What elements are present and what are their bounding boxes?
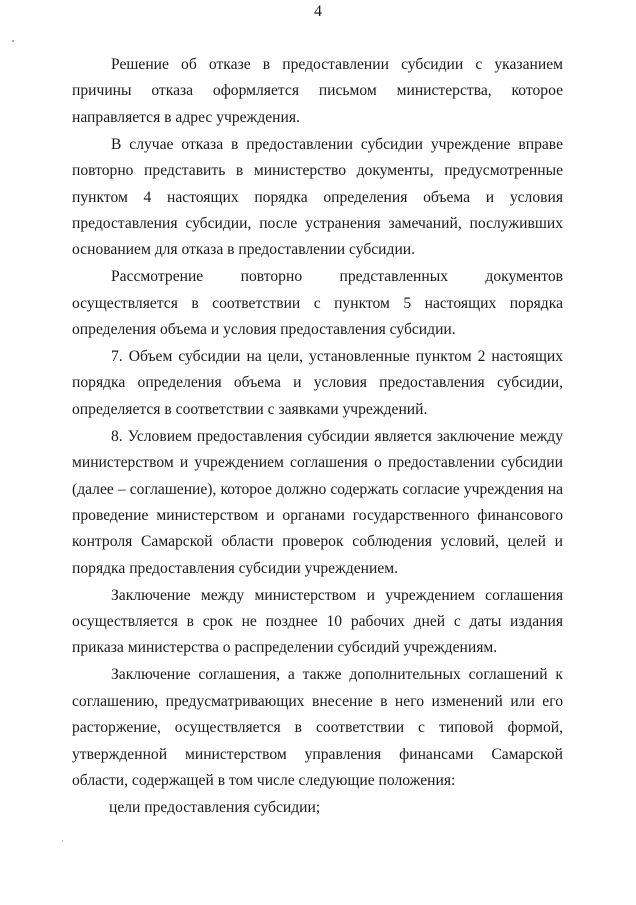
scan-speck (12, 40, 14, 42)
paragraph-agreement-form: Заключение соглашения, а также дополнительных соглашений к соглашению, предусматривающих внесение в него изменений или его расторжение, осуществляется в соответствии с типовой формой, утвержденной министерством управления финансами Самарской области, содержащей в том числе следующие положения: (72, 666, 563, 789)
document-body (72, 52, 563, 821)
paragraph-refusal-letter: Решение об отказе в предоставлении субсидии с указанием причины отказа оформляется письмом министерства, которое направляется в адрес учреждения. (72, 56, 563, 126)
scan-speck (62, 840, 63, 841)
paragraph-resubmission-review: Рассмотрение повторно представленных документов осуществляется в соответствии с пунктом 5 настоящих порядка определения объема и условия предоставления субсидии. (72, 268, 563, 339)
paragraph-item-8: 8. Условием предоставления субсидии является заключение между министерством и учреждением соглашения о предоставлении субсидии (далее – соглашение), которое должно содержать согласие учреждения на проведение министерством и органами государственного финансового контроля Самарской области проверок соблюдения условий, целей и порядка предоставления субсидии учреждением. (72, 427, 563, 577)
paragraph-resubmission-right: В случае отказа в предоставлении субсидии учреждение вправе повторно представить в министерство документы, предусмотренные пунктом 4 настоящих порядка определения объема и условия предоставления субсидии, после устранения замечаний, послуживших основанием для отказа в предоставлении субсидии. (72, 135, 563, 259)
paragraph-item-7: 7. Объем субсидии на цели, установленные пунктом 2 настоящих порядка определения объема и условия предоставления субсидии, определяется в соответствии с заявками учреждений. (72, 347, 563, 418)
page-number: 4 (314, 3, 322, 20)
list-item-subsidy-goals: цели предоставления субсидии; (109, 798, 321, 816)
paragraph-agreement-deadline: Заключение между министерством и учреждением соглашения осуществляется в срок не позднее 10 рабочих дней с даты издания приказа министерства о распределении субсидий учреждениям. (72, 586, 563, 657)
